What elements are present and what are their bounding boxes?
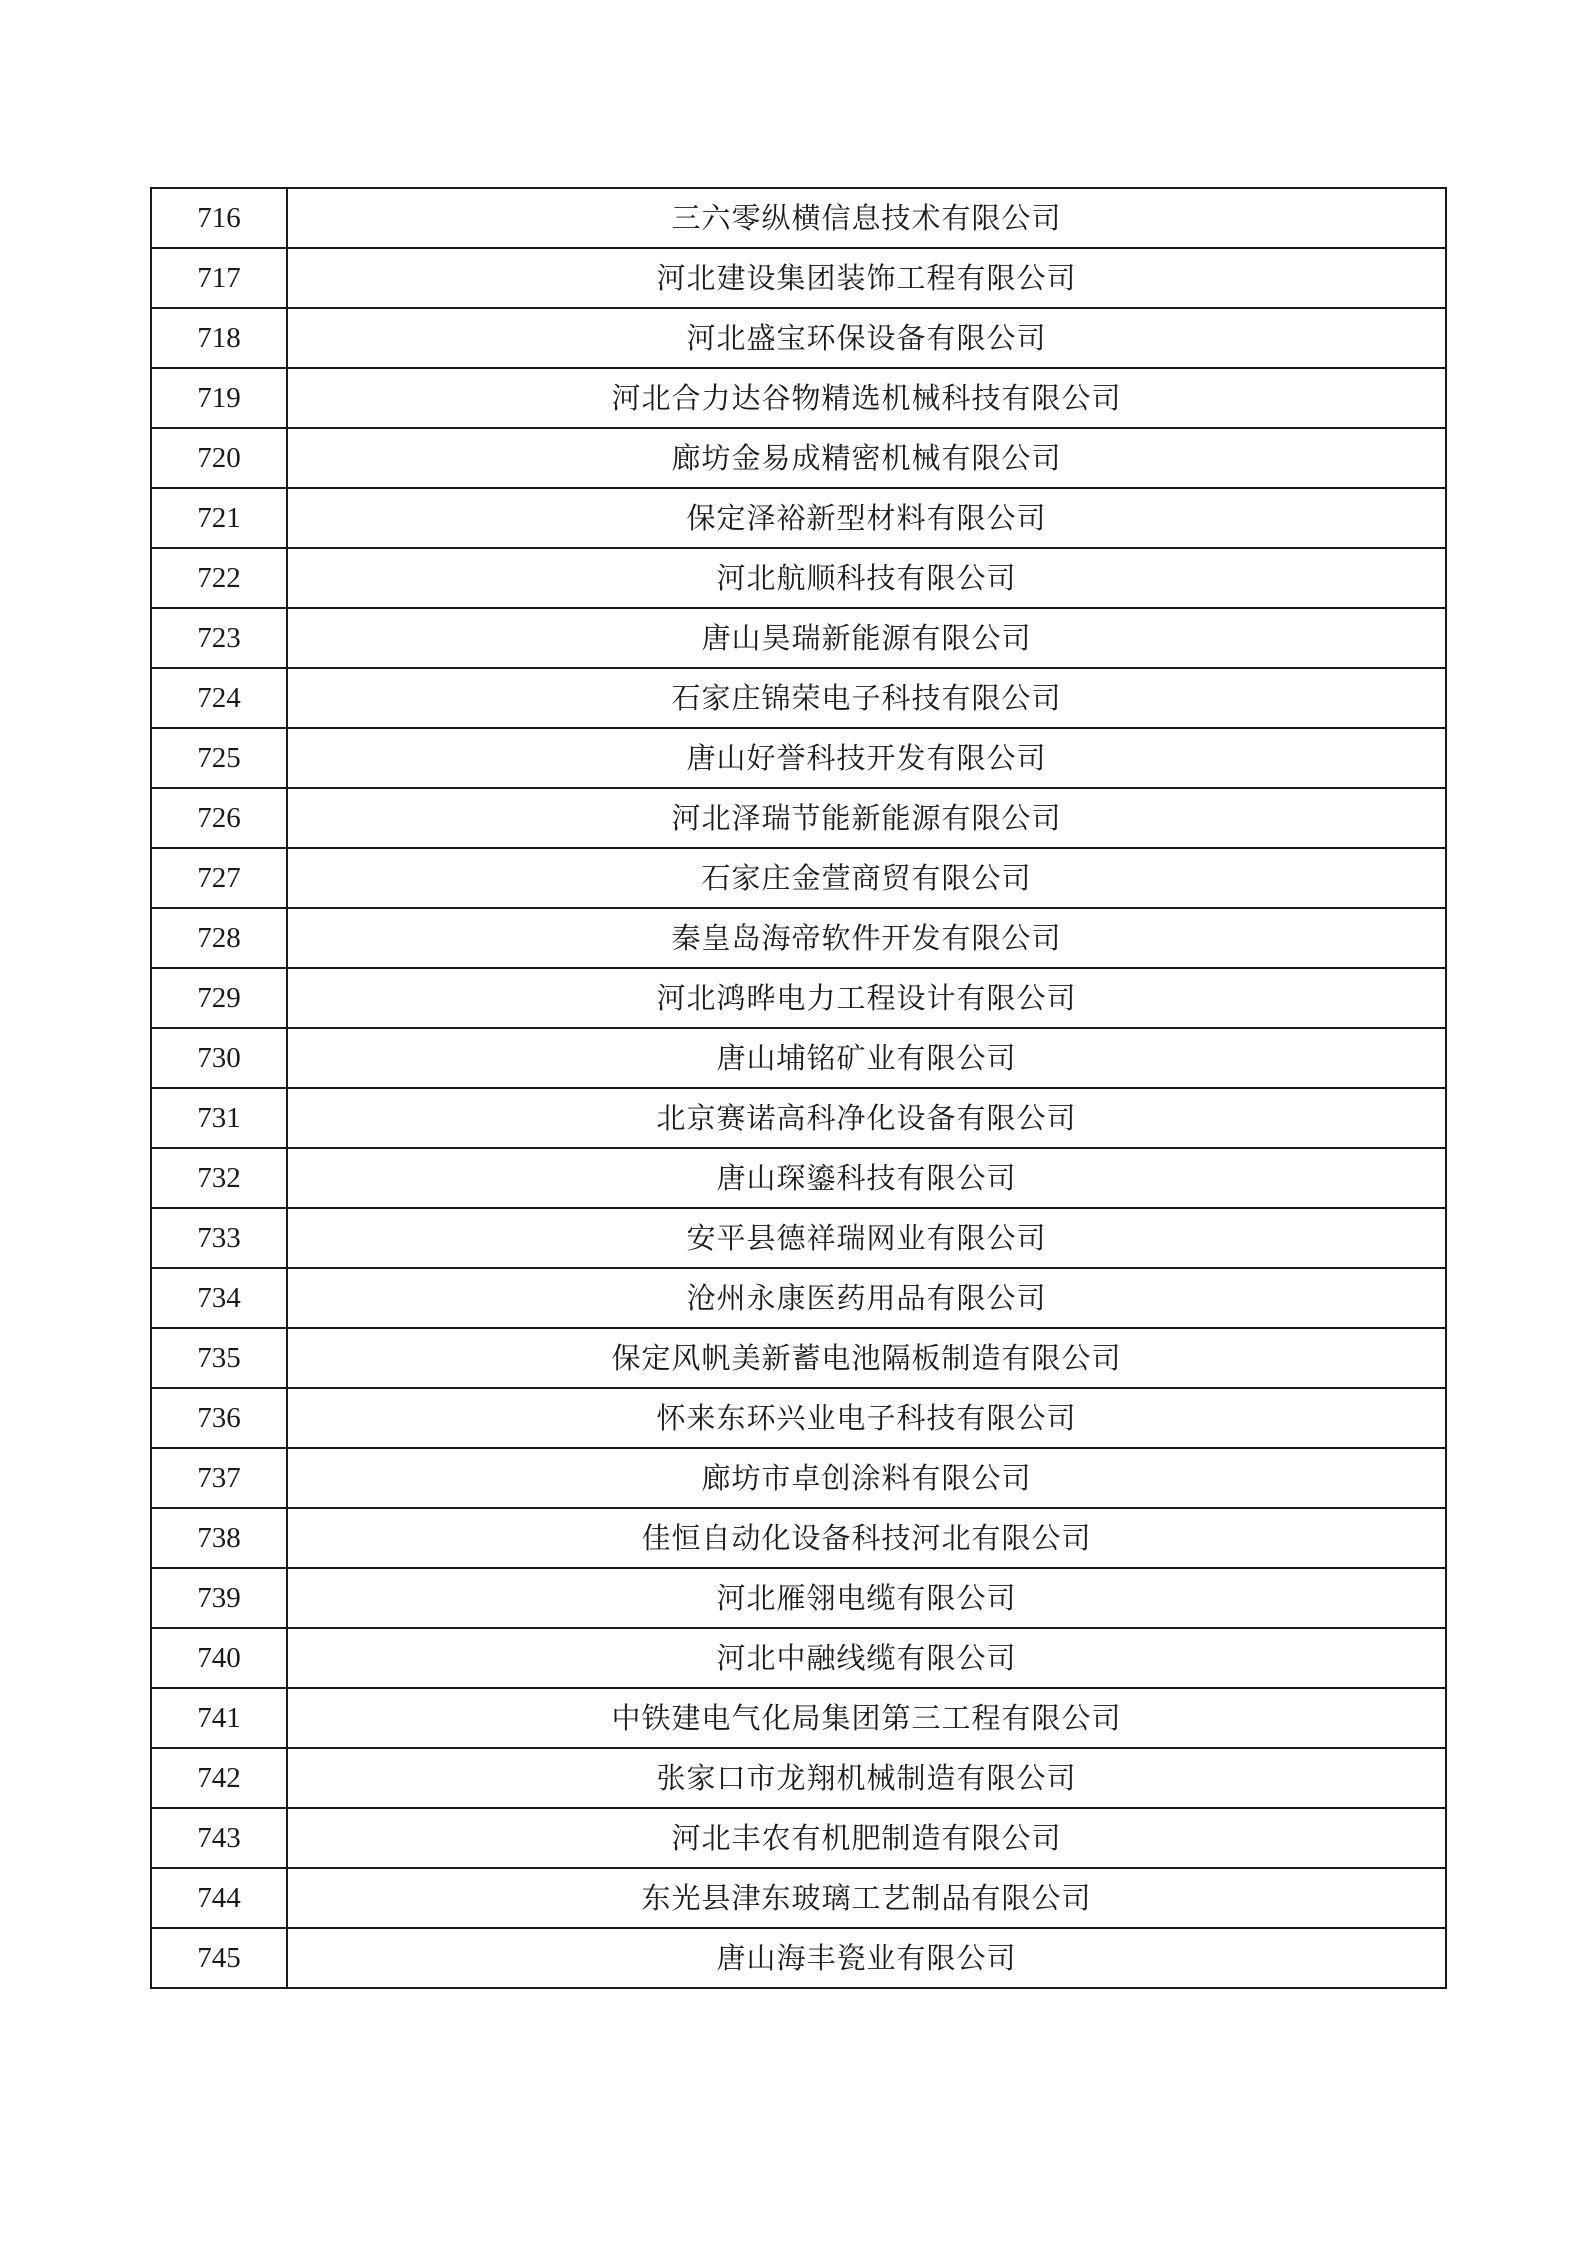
company-list-body — [151, 188, 1446, 1988]
table-row — [151, 1688, 1446, 1748]
table-row — [151, 548, 1446, 608]
table-row — [151, 1868, 1446, 1928]
row-number: 739 — [151, 1568, 287, 1628]
row-number: 734 — [151, 1268, 287, 1328]
row-number: 738 — [151, 1508, 287, 1568]
row-number: 716 — [151, 188, 287, 248]
company-name: 廊坊市卓创涂料有限公司 — [287, 1448, 1446, 1508]
row-number: 742 — [151, 1748, 287, 1808]
row-number: 719 — [151, 368, 287, 428]
company-name: 张家口市龙翔机械制造有限公司 — [287, 1748, 1446, 1808]
company-name: 沧州永康医药用品有限公司 — [287, 1268, 1446, 1328]
row-number: 735 — [151, 1328, 287, 1388]
row-number: 726 — [151, 788, 287, 848]
table-row — [151, 1508, 1446, 1568]
company-name: 石家庄锦荣电子科技有限公司 — [287, 668, 1446, 728]
row-number: 741 — [151, 1688, 287, 1748]
row-number: 729 — [151, 968, 287, 1028]
row-number: 723 — [151, 608, 287, 668]
table-row — [151, 788, 1446, 848]
company-name: 保定泽裕新型材料有限公司 — [287, 488, 1446, 548]
company-name: 保定风帆美新蓄电池隔板制造有限公司 — [287, 1328, 1446, 1388]
company-list-table — [150, 187, 1447, 1989]
table-row — [151, 1208, 1446, 1268]
row-number: 740 — [151, 1628, 287, 1688]
company-name: 怀来东环兴业电子科技有限公司 — [287, 1388, 1446, 1448]
table-row — [151, 848, 1446, 908]
row-number: 717 — [151, 248, 287, 308]
row-number: 736 — [151, 1388, 287, 1448]
company-name: 唐山海丰瓷业有限公司 — [287, 1928, 1446, 1988]
company-name: 河北建设集团装饰工程有限公司 — [287, 248, 1446, 308]
row-number: 730 — [151, 1028, 287, 1088]
table-row — [151, 1628, 1446, 1688]
company-name: 河北鸿晔电力工程设计有限公司 — [287, 968, 1446, 1028]
company-name: 河北盛宝环保设备有限公司 — [287, 308, 1446, 368]
company-name: 三六零纵横信息技术有限公司 — [287, 188, 1446, 248]
company-name: 河北丰农有机肥制造有限公司 — [287, 1808, 1446, 1868]
company-name: 唐山埔铭矿业有限公司 — [287, 1028, 1446, 1088]
company-name: 石家庄金萱商贸有限公司 — [287, 848, 1446, 908]
row-number: 727 — [151, 848, 287, 908]
row-number: 721 — [151, 488, 287, 548]
table-row — [151, 1028, 1446, 1088]
table-row — [151, 1808, 1446, 1868]
table-row — [151, 1448, 1446, 1508]
company-name: 河北泽瑞节能新能源有限公司 — [287, 788, 1446, 848]
company-name: 河北雁翎电缆有限公司 — [287, 1568, 1446, 1628]
company-name: 安平县德祥瑞网业有限公司 — [287, 1208, 1446, 1268]
row-number: 724 — [151, 668, 287, 728]
row-number: 731 — [151, 1088, 287, 1148]
company-name: 河北中融线缆有限公司 — [287, 1628, 1446, 1688]
table-row — [151, 1748, 1446, 1808]
row-number: 722 — [151, 548, 287, 608]
table-row — [151, 248, 1446, 308]
table-row — [151, 1928, 1446, 1988]
table-row — [151, 1088, 1446, 1148]
company-name: 河北合力达谷物精选机械科技有限公司 — [287, 368, 1446, 428]
table-row — [151, 1328, 1446, 1388]
table-row — [151, 908, 1446, 968]
table-row — [151, 1388, 1446, 1448]
table-row — [151, 368, 1446, 428]
row-number: 733 — [151, 1208, 287, 1268]
company-name: 秦皇岛海帝软件开发有限公司 — [287, 908, 1446, 968]
row-number: 745 — [151, 1928, 287, 1988]
table-row — [151, 1268, 1446, 1328]
company-name: 东光县津东玻璃工艺制品有限公司 — [287, 1868, 1446, 1928]
row-number: 744 — [151, 1868, 287, 1928]
table-row — [151, 488, 1446, 548]
table-row — [151, 1148, 1446, 1208]
row-number: 720 — [151, 428, 287, 488]
row-number: 728 — [151, 908, 287, 968]
row-number: 718 — [151, 308, 287, 368]
company-name: 廊坊金易成精密机械有限公司 — [287, 428, 1446, 488]
row-number: 732 — [151, 1148, 287, 1208]
table-row — [151, 1568, 1446, 1628]
table-row — [151, 188, 1446, 248]
company-name: 中铁建电气化局集团第三工程有限公司 — [287, 1688, 1446, 1748]
company-name: 北京赛诺高科净化设备有限公司 — [287, 1088, 1446, 1148]
table-row — [151, 968, 1446, 1028]
company-name: 唐山好誉科技开发有限公司 — [287, 728, 1446, 788]
row-number: 725 — [151, 728, 287, 788]
company-name: 唐山昊瑞新能源有限公司 — [287, 608, 1446, 668]
company-name: 河北航顺科技有限公司 — [287, 548, 1446, 608]
table-row — [151, 728, 1446, 788]
row-number: 737 — [151, 1448, 287, 1508]
table-row — [151, 668, 1446, 728]
table-row — [151, 608, 1446, 668]
row-number: 743 — [151, 1808, 287, 1868]
company-name: 唐山琛鎏科技有限公司 — [287, 1148, 1446, 1208]
table-row — [151, 308, 1446, 368]
table-row — [151, 428, 1446, 488]
company-name: 佳恒自动化设备科技河北有限公司 — [287, 1508, 1446, 1568]
